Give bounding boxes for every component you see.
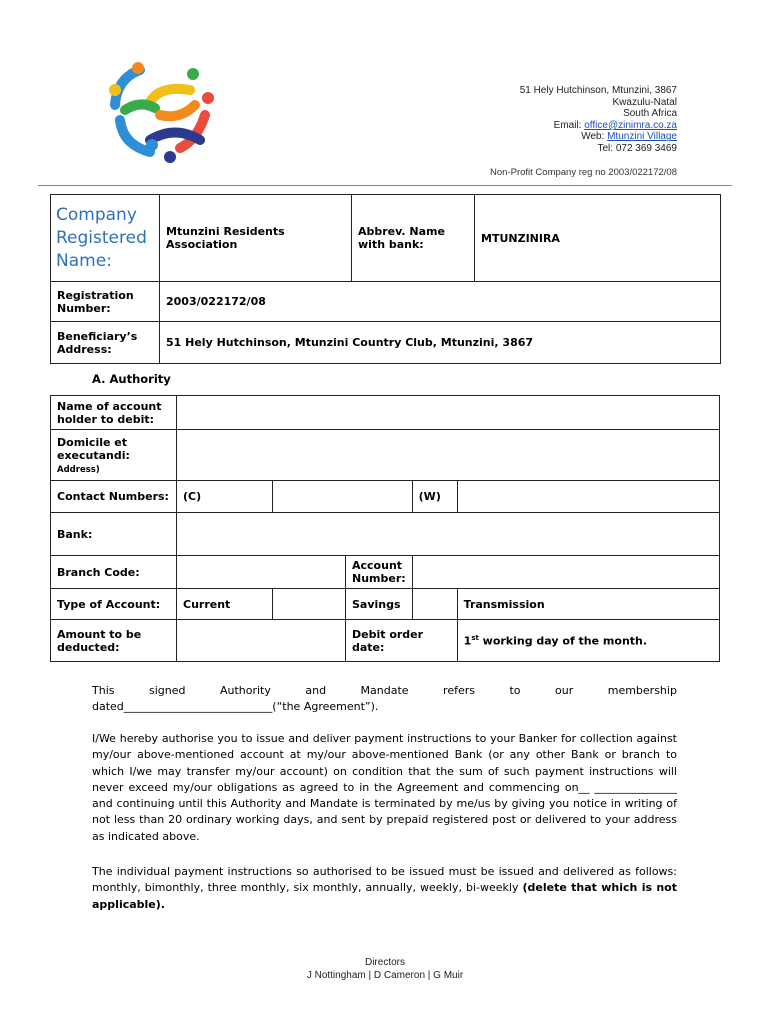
account-type-label: Type of Account: — [51, 589, 177, 620]
company-table — [50, 194, 721, 364]
logo-arc-blue2 — [120, 120, 150, 152]
commencing-date-blank[interactable]: __ _______________ — [578, 780, 677, 794]
email-link[interactable]: office@zinimra.co.za — [584, 119, 677, 131]
debit-date-sup: st — [471, 633, 479, 642]
authorisation-paragraph — [92, 731, 677, 845]
logo-dot-green — [187, 68, 199, 80]
authority-table — [50, 395, 720, 662]
debit-date-num: 1 — [463, 634, 472, 648]
account-number-label: Account Number: — [346, 556, 413, 589]
branch-code-label: Branch Code: — [51, 556, 177, 589]
domicile-label-text: Domicile et executandi: — [57, 435, 130, 462]
logo-dot-red — [202, 92, 214, 104]
company-name-label: Company Registered Name: — [51, 195, 160, 282]
signed-line-2: dated___________________________(“the Agreement”). — [92, 700, 379, 714]
section-heading: A. Authority — [92, 372, 171, 386]
logo-arc-yellow — [150, 89, 190, 102]
para2-part-a: The individual payment instructions so authorised to be issued must be issued and delivered as follows: monthly, bimonthly, three monthly, six monthly, annually, weekly, bi-weekly — [92, 865, 677, 895]
letterhead-address — [520, 85, 677, 155]
cell-input[interactable] — [273, 481, 413, 513]
address-line-3: South Africa — [623, 108, 677, 120]
cell-label: (C) — [177, 481, 273, 513]
web-label: Web: — [581, 131, 608, 143]
logo-dot-blue — [146, 139, 158, 151]
para2-part-b: (delete that which is not applicable). — [92, 881, 677, 911]
header-divider — [38, 185, 732, 186]
sign-word: and — [305, 684, 327, 697]
sign-word: membership — [607, 684, 677, 697]
sign-word: Mandate — [360, 684, 409, 697]
type-transmission[interactable] — [457, 589, 719, 620]
footer — [0, 957, 770, 982]
sign-word: to — [509, 684, 521, 697]
type-savings[interactable]: Savings — [346, 589, 413, 620]
type-current[interactable]: Current — [177, 589, 273, 620]
type-current-box[interactable] — [273, 589, 346, 620]
type-savings-box[interactable] — [412, 589, 457, 620]
type-transmission-label: Transmission — [463, 597, 545, 611]
logo — [105, 60, 215, 170]
logo-arc-navy — [150, 133, 200, 141]
debit-date-text: working day of the month. — [478, 634, 648, 648]
reg-number-value: 2003/022172/08 — [160, 282, 721, 322]
bank-label: Bank: — [51, 513, 177, 556]
bank-input[interactable] — [177, 513, 720, 556]
sign-word: our — [555, 684, 574, 697]
amount-input[interactable] — [177, 620, 346, 662]
domicile-input[interactable] — [177, 430, 720, 481]
work-label: (W) — [412, 481, 457, 513]
domicile-small: Address) — [57, 464, 100, 475]
tel-line: Tel: 072 369 3469 — [597, 142, 677, 154]
para1-part-a: I/We hereby authorise you to issue and deliver payment instructions to your Banker for collection against my/our above-mentioned account at my/our above-mentioned Bank (or any other Bank or branch to which I/we may transfer my/our account) on condition that the sum of such payment instructions will never exceed my/our obligations as agreed to in the Agreement and commencing on — [92, 732, 677, 794]
web-line — [520, 131, 677, 143]
account-number-input[interactable] — [412, 556, 719, 589]
logo-arc-green — [125, 104, 155, 110]
web-link[interactable]: Mtunzini Village — [607, 131, 677, 143]
account-holder-label: Name of account holder to debit: — [51, 396, 177, 430]
beneficiary-address-value: 51 Hely Hutchinson, Mtunzini Country Club, Mtunzini, 3867 — [160, 322, 721, 364]
footer-title: Directors — [364, 957, 405, 968]
company-name-value: Mtunzini Residents Association — [160, 195, 352, 282]
work-input[interactable] — [457, 481, 719, 513]
frequency-paragraph — [92, 864, 677, 913]
account-holder-input[interactable] — [177, 396, 720, 430]
domicile-label — [51, 430, 177, 481]
sign-word: signed — [148, 684, 186, 697]
signed-line-1 — [92, 683, 677, 699]
logo-dot-navy — [164, 151, 176, 163]
npc-reg: Non-Profit Company reg no 2003/022172/08 — [490, 167, 677, 178]
branch-code-input[interactable] — [177, 556, 346, 589]
logo-arc-orange — [160, 105, 195, 116]
abbrev-label: Abbrev. Name with bank: — [352, 195, 475, 282]
sign-word: Authority — [219, 684, 271, 697]
debit-date-value — [457, 620, 719, 662]
email-line — [520, 120, 677, 132]
address-line-2: Kwazulu-Natal — [612, 96, 677, 108]
logo-dot-yellow — [109, 84, 121, 96]
signed-statement — [92, 683, 677, 716]
beneficiary-address-label: Beneficiary’s Address: — [51, 322, 160, 364]
logo-dot-orange — [132, 62, 144, 74]
sign-word: This — [92, 684, 115, 697]
reg-number-label: Registration Number: — [51, 282, 160, 322]
email-label: Email: — [553, 119, 585, 131]
abbrev-value: MTUNZINIRA — [475, 195, 721, 282]
footer-names: J Nottingham | D Cameron | G Muir — [306, 969, 464, 981]
sign-word: refers — [443, 684, 475, 697]
para1-part-b: and continuing until this Authority and Mandate is terminated by me/us by giving you notice in writing of not less than 20 ordinary working days, and sent by prepaid registered post or delivered to your address as indicated above. — [92, 797, 677, 843]
contact-label: Contact Numbers: — [51, 481, 177, 513]
amount-label: Amount to be deducted: — [51, 620, 177, 662]
address-line-1: 51 Hely Hutchinson, Mtunzini, 3867 — [519, 85, 677, 96]
debit-date-label: Debit order date: — [346, 620, 458, 662]
